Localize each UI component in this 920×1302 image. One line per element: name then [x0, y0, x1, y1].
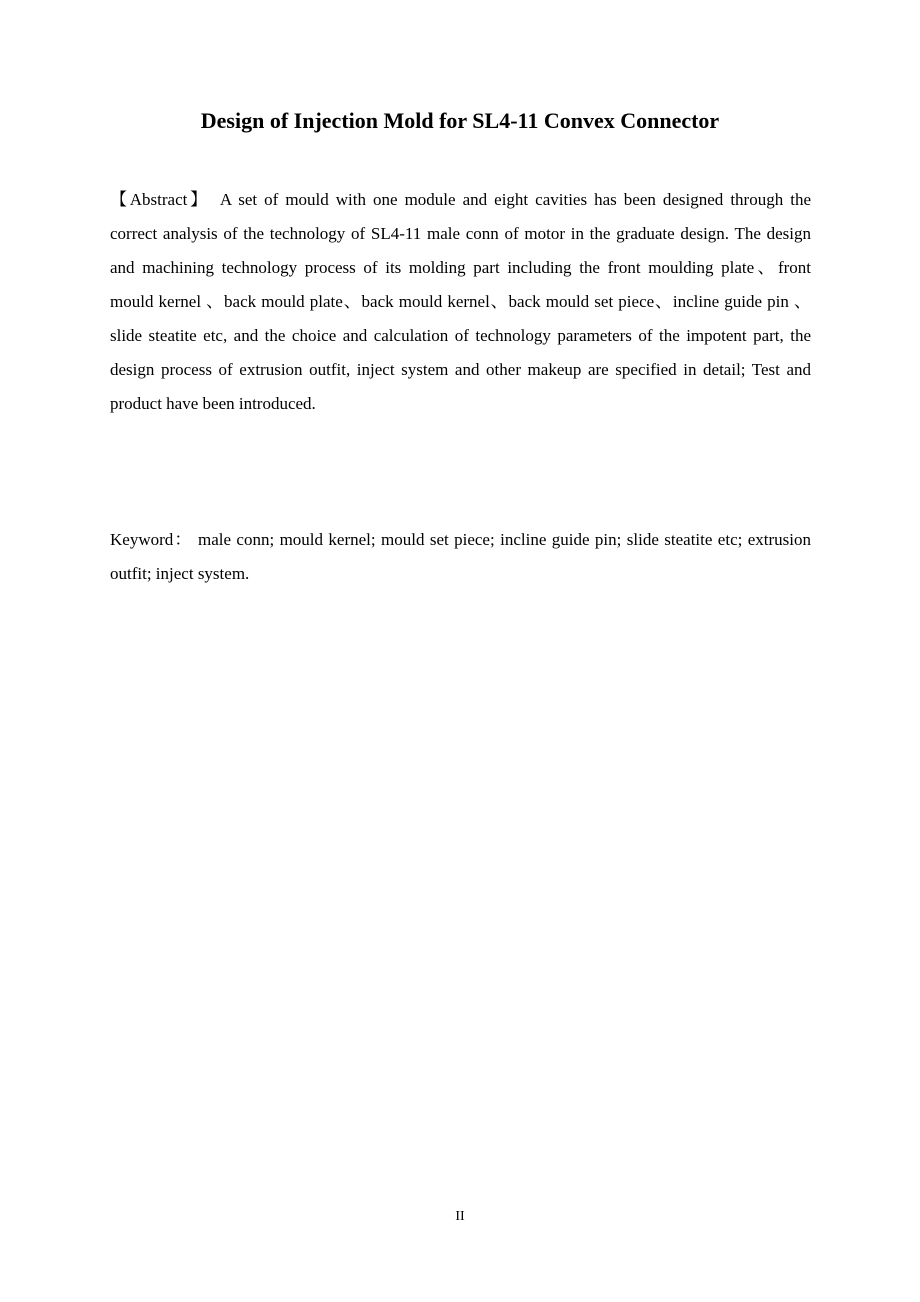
page-number: II	[455, 1209, 465, 1224]
page-title: Design of Injection Mold for SL4-11 Convex Connector	[200, 108, 720, 133]
keywords-text: male conn; mould kernel; mould set piece; incline guide pin; slide steatite etc; extrusion outfit; inject system.	[110, 530, 812, 583]
abstract-paragraph	[110, 183, 811, 421]
keywords-label: Keyword：	[110, 530, 193, 549]
keywords-paragraph	[110, 523, 811, 591]
abstract-text: A set of mould with one module and eight cavities has been designed through the correct analysis of the technology of SL4-11 male conn of motor in the graduate design. The design and machining technology process of its molding part including the front moulding plate、front mould kernel 、back mould plate、back mould kernel、back mould set piece、incline guide pin 、slide steatite etc, and the choice and calculation of technology parameters of the impotent part, the design process of extrusion outfit, inject system and other makeup are specified in detail; Test and product have been introduced.	[110, 190, 811, 413]
abstract-label: 【Abstract】	[110, 190, 210, 209]
